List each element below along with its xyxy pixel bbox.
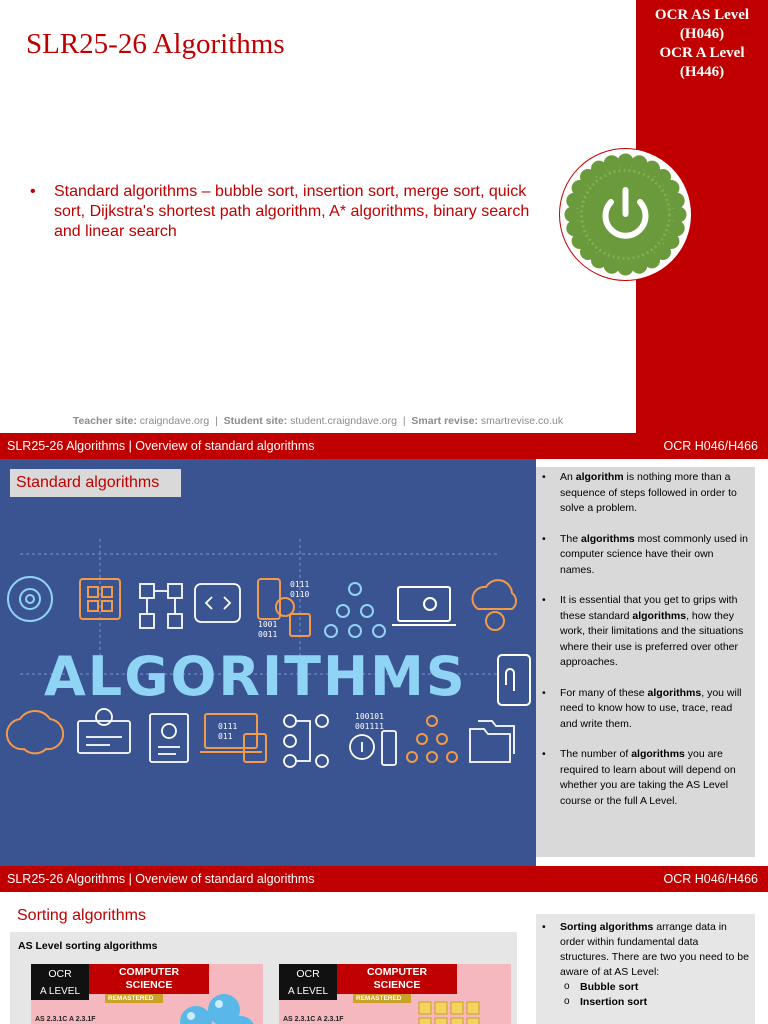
teacher-site-label: Teacher site: xyxy=(72,415,137,427)
power-badge-icon xyxy=(559,148,692,281)
header-title: SLR25-26 Algorithms | Overview of standard algorithms xyxy=(7,872,315,886)
algorithms-illustration xyxy=(0,459,536,866)
video-panel xyxy=(10,932,517,1024)
header-spec: OCR H046/H466 xyxy=(663,872,758,886)
spec-bullets xyxy=(30,182,540,242)
bubbles-icon xyxy=(31,964,263,1024)
remastered-tag: REMASTERED xyxy=(353,994,411,1003)
header-spec: OCR H046/H466 xyxy=(663,439,758,453)
binary-text: 1001 xyxy=(258,620,278,629)
student-site-label: Student site: xyxy=(223,415,288,427)
cs-banner: COMPUTER SCIENCE xyxy=(89,964,209,994)
spec-code: AS 2.3.1C A 2.3.1F xyxy=(35,1016,96,1023)
site-footer xyxy=(0,415,636,427)
note-item: • The algorithms most commonly used in computer science have their own names. xyxy=(542,532,749,579)
slide-overview xyxy=(0,433,768,866)
note-item: • For many of these algorithms, you will need to know how to use, trace, read and write them. xyxy=(542,686,749,733)
cards-grid-icon xyxy=(279,964,511,1024)
ocr-badge: OCR xyxy=(279,964,337,984)
binary-text: 0111 xyxy=(218,722,238,731)
ocr-badge: OCR xyxy=(31,964,89,984)
level-badge: A LEVEL xyxy=(31,984,89,1000)
level-line: OCR AS Level xyxy=(654,7,750,23)
slide-title xyxy=(0,0,768,433)
level-text xyxy=(636,0,768,82)
binary-text: 001111 xyxy=(355,722,384,731)
sorting-notes-panel xyxy=(536,914,755,1024)
teacher-site-link[interactable]: craigndave.org xyxy=(139,415,210,427)
sub-item-bubble-sort: o Bubble sort xyxy=(560,980,749,995)
video-thumbnail-insertion[interactable] xyxy=(279,964,511,1024)
sub-item-insertion-sort: o Insertion sort xyxy=(560,995,749,1010)
binary-text: 011 xyxy=(218,732,233,741)
section-title: Sorting algorithms xyxy=(17,907,146,924)
level-badge: A LEVEL xyxy=(279,984,337,1000)
footer-separator: | xyxy=(215,415,218,427)
footer-separator: | xyxy=(402,415,406,427)
cs-banner: COMPUTER SCIENCE xyxy=(337,964,457,994)
panel-subtitle: AS Level sorting algorithms xyxy=(18,940,158,952)
video-thumbnail-bubble[interactable] xyxy=(31,964,263,1024)
algorithms-word: ALGORITHMS xyxy=(44,645,467,708)
level-line: OCR A Level xyxy=(659,45,745,61)
binary-text: 100101 xyxy=(355,712,384,721)
smart-revise-label: Smart revise: xyxy=(411,415,478,427)
note-item: • Sorting algorithms arrange data in order within fundamental data structures. There are two you need to be aware of at AS Level: xyxy=(542,920,749,980)
note-item: • The number of algorithms you are required to learn about will depend on whether you are taking the AS Level course or the full A Level. xyxy=(542,747,749,809)
smart-revise-link[interactable]: smartrevise.co.uk xyxy=(480,415,564,427)
student-site-link[interactable]: student.craigndave.org xyxy=(290,415,397,427)
slide-title-heading: SLR25-26 Algorithms xyxy=(26,28,285,60)
note-item: • An algorithm is nothing more than a sequence of steps followed in order to solve a problem. xyxy=(542,470,749,517)
slide-sorting xyxy=(0,866,768,1024)
note-item: • It is essential that you get to grips with these standard algorithms, how they work, their limitations and the situations where their use is preferred over other approaches. xyxy=(542,593,749,671)
notes-panel xyxy=(536,467,755,857)
binary-text: 0011 xyxy=(258,630,278,639)
section-label: Standard algorithms xyxy=(10,469,181,497)
binary-text: 0111 xyxy=(290,580,310,589)
slide-header xyxy=(0,866,768,892)
level-line: (H046) xyxy=(679,26,725,42)
spec-code: AS 2.3.1C A 2.3.1F xyxy=(283,1016,344,1023)
header-title: SLR25-26 Algorithms | Overview of standard algorithms xyxy=(7,439,315,453)
binary-text: 0110 xyxy=(290,590,310,599)
level-line: (H446) xyxy=(679,64,725,80)
remastered-tag: REMASTERED xyxy=(105,994,163,1003)
slide-header xyxy=(0,433,768,459)
spec-bullet: • Standard algorithms – bubble sort, insertion sort, merge sort, quick sort, Dijkstra's shortest path algorithm, A* algorithms, binary search and linear search xyxy=(30,182,540,242)
